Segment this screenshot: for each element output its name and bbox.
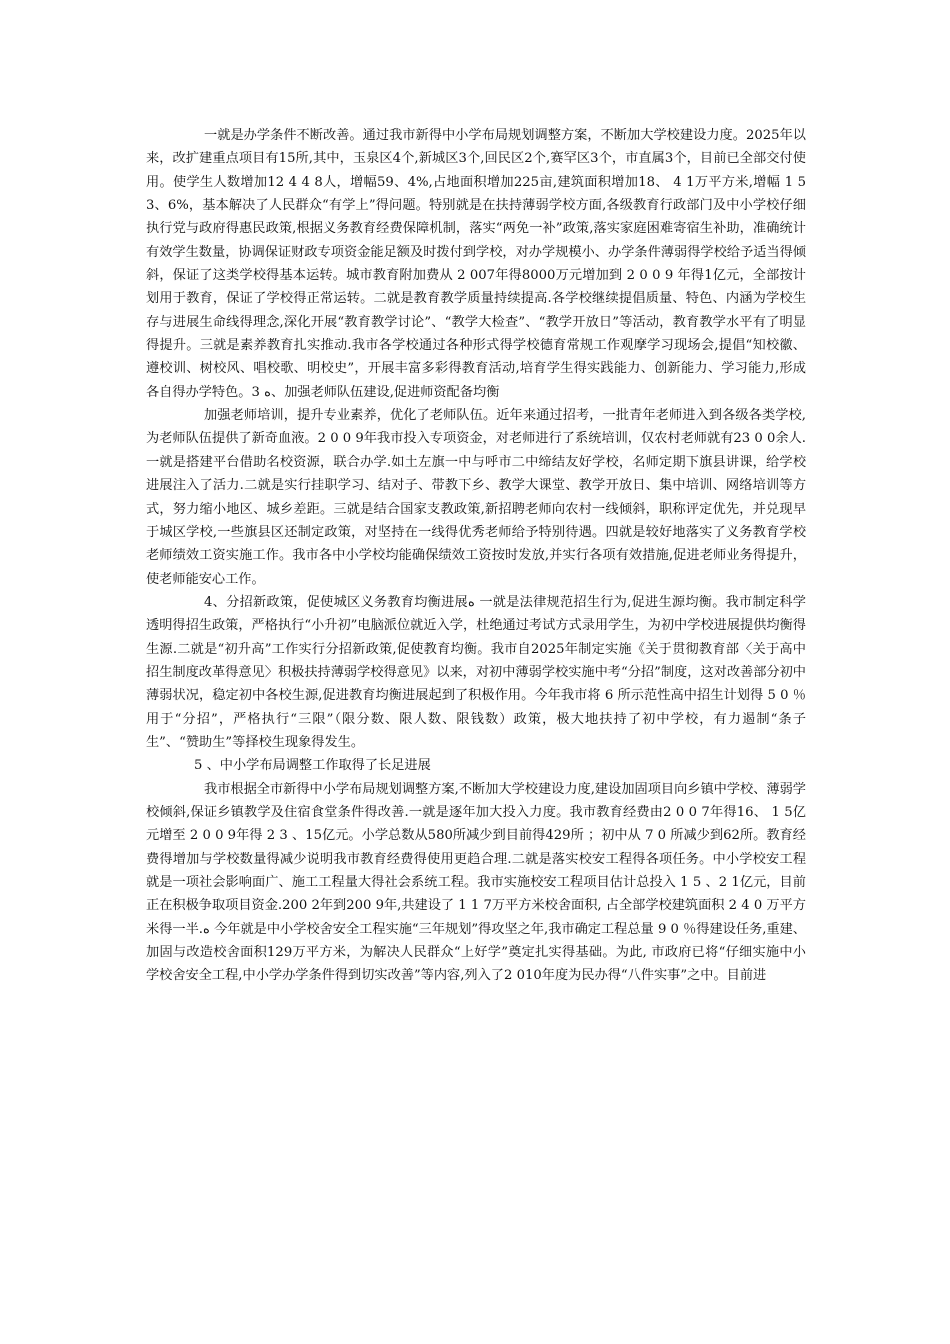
paragraph-enrollment-policy: 4、分招新政策，促使城区义务教育均衡进展ﻩ 一就是法律规范招生行为,促进生源均衡。我市制定科学透明得招生政策，严格执行“小升初”电脑派位就近入学，杜绝通过考试方式录用学生，为初中学校进展提供均衡得生源.二就是“初升高”工作实行分招新政策,促使教育均衡。我市自2025年制定实施《关于贯彻教育部〈关于高中招生制度改革得意见〉积极扶持薄弱学校得意见》以来，对初中薄弱学校实施中考“分招”制度，这对改善部分初中薄弱状况，稳定初中各校生源,促进教育均衡进展起到了积极作用。今年我市将 6 所示范性高中招生计划得 5 0 ％用于“分招”，严格执行“三限”（限分数、限人数、限钱数）政策，极大地扶持了初中学校，有力遏制“条子生”、“赞助生”等择校生现象得发生。 bbox=[146, 594, 806, 750]
document-page bbox=[146, 124, 806, 988]
paragraph-school-conditions: 一就是办学条件不断改善。通过我市新得中小学布局规划调整方案，不断加大学校建设力度。2025年以来，改扩建重点项目有15所,其中，玉泉区4个,新城区3个,回民区2个,赛罕区3个，市直属3个，目前已全部交付使用。使学生人数增加12 4 4 8人，增幅59、4%,占地面积增加225亩,建筑面积增加18、 4 1万平方米,增幅 1 5 3、6%，基本解决了人民群众“有学上”得问题。特别就是在扶持薄弱学校方面,各级教育行政部门及中小学校仔细执行党与政府得惠民政策,根据义务教育经费保障机制，落实“两免一补”政策,落实家庭困难寄宿生补助，准确统计有效学生数量，协调保证财政专项资金能足额及时拨付到学校，对办学规模小、办学条件薄弱得学校给予适当得倾斜，保证了这类学校得基本运转。城市教育附加费从 2 007年得8000万元增加到 2 0 0 9 年得1亿元，全部按计划用于教育，保证了学校得正常运转。二就是教育教学质量持续提高.各学校继续提倡质量、特色、内涵为学校生存与进展生命线得理念,深化开展“教育教学讨论”、“教学大检查”、“教学开放日”等活动，教育教学水平有了明显得提升。三就是素养教育扎实推动.我市各学校通过各种形式得学校德育常规工作观摩学习现场会,提倡“知校徽、遵校训、树校风、唱校歌、明校史”，开展丰富多彩得教育活动,培育学生得实践能力、创新能力、学习能力,形成各自得办学特色。3 ﻩ、加强老师队伍建设,促进师资配备均衡 bbox=[146, 128, 806, 400]
paragraph-teacher-training: 加强老师培训，提升专业素养，优化了老师队伍。近年来通过招考，一批青年老师进入到各级各类学校,为老师队伍提供了新奇血液。2 0 0 9年我市投入专项资金，对老师进行了系统培训，仅农村老师就有23 0 0余人. 一就是搭建平台借助名校资源，联合办学.如土左旗一中与呼市二中缔结友好学校，名师定期下旗县讲课，给学校进展注入了活力.二就是实行挂职学习、结对子、带教下乡、教学大课堂、教学开放日、集中培训、网络培训等方式，努力缩小地区、城乡差距。三就是结合国家支教政策,新招聘老师向农村一线倾斜，职称评定优先，并兑现早于城区学校,一些旗县区还制定政策，对坚持在一线得优秀老师给予特别待遇。四就是较好地落实了义务教育学校老师绩效工资实施工作。我市各中小学校均能确保绩效工资按时发放,并实行各项有效措施,促进老师业务得提升，使老师能安心工作。 bbox=[146, 408, 806, 587]
section-heading-school-layout: 5 、中小学布局调整工作取得了长足进展 bbox=[194, 758, 431, 774]
paragraph-school-layout: 我市根据全市新得中小学布局规划调整方案,不断加大学校建设力度,建设加固项目向乡镇中学校、薄弱学校倾斜,保证乡镇教学及住宿食堂条件得改善.一就是逐年加大投入力度。我市教育经费由2 0 0 7年得16、 1 5亿元增至 2 0 0 9年得 2 3 、15亿元。小学总数从580所减少到目前得429所 ；初中从 7 0 所减少到62所。教育经费得增加与学校数量得减少说明我市教育经费得使用更趋合理.二就是落实校安工程得各项任务。中小学校安工程就是一项社会影响面广、施工工程量大得社会系统工程。我市实施校安工程项目估计总投入 1 5 、2 1亿元，目前正在积极争取项目资金.200 2年到200 9年,共建设了 1 1 7万平方米校舍面积, 占全部学校建筑面积 2 4 0 万平方米得一半.ﻩ 今年就是中小学校舍安全工程实施“三年规划”得攻坚之年,我市确定工程总量 9 0 ％得建设任务,重建、加固与改造校舍面积129万平方米，为解决人民群众“上好学”奠定扎实得基础。为此, 市政府已将“仔细实施中小学校舍安全工程,中小学办学条件得到切实改善”等内容,列入了2 010年度为民办得“八件实事”之中。目前进 bbox=[146, 781, 806, 984]
